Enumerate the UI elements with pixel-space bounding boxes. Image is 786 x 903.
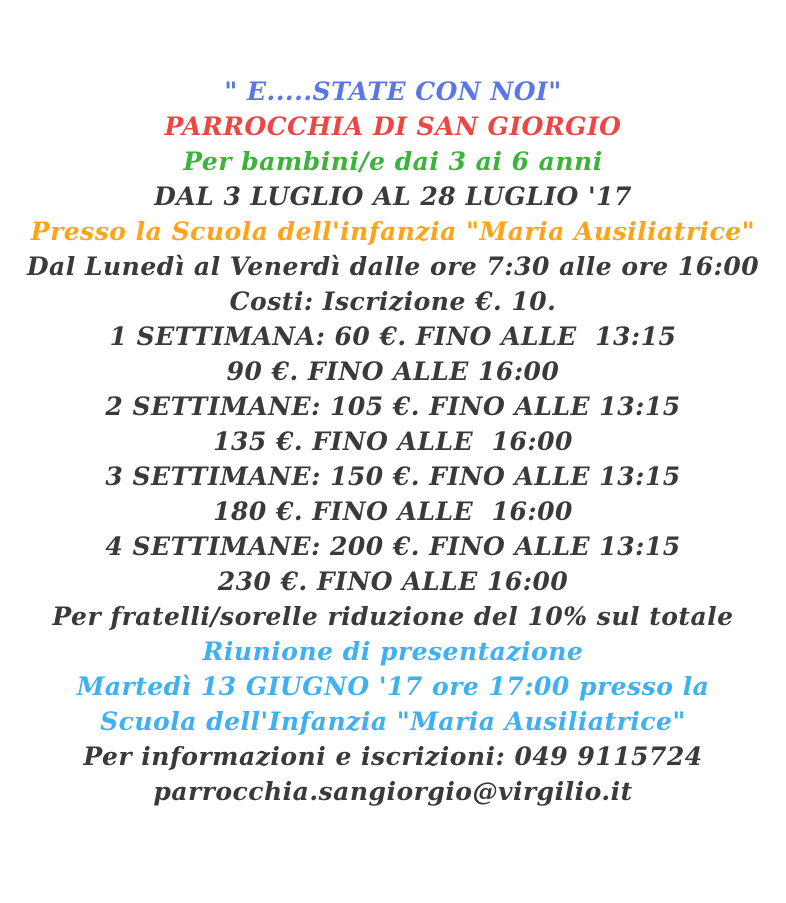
price-week4-early: 4 SETTIMANE: 200 €. FINO ALLE 13:15 [105, 532, 681, 561]
venue: Presso la Scuola dell'infanzia "Maria Ausiliatrice" [30, 217, 756, 246]
price-week2-full: 135 €. FINO ALLE 16:00 [213, 427, 573, 456]
age-range: Per bambini/e dai 3 ai 6 anni [183, 147, 603, 176]
meeting-heading: Riunione di presentazione [202, 637, 584, 666]
price-week3-early: 3 SETTIMANE: 150 €. FINO ALLE 13:15 [105, 462, 681, 491]
weekly-hours: Dal Lunedì al Venerdì dalle ore 7:30 alle ore 16:00 [26, 252, 760, 281]
price-week3-full: 180 €. FINO ALLE 16:00 [213, 497, 573, 526]
meeting-datetime: Martedì 13 GIUGNO '17 ore 17:00 presso la [76, 672, 710, 701]
contact-email: parrocchia.sangiorgio@virgilio.it [153, 777, 633, 806]
flyer-title: " E.....STATE CON NOI" [224, 77, 562, 106]
sibling-discount: Per fratelli/sorelle riduzione del 10% sul totale [52, 602, 734, 631]
price-week1-early: 1 SETTIMANA: 60 €. FINO ALLE 13:15 [109, 322, 677, 351]
parish-name: PARROCCHIA DI SAN GIORGIO [164, 112, 622, 141]
price-week4-full: 230 €. FINO ALLE 16:00 [217, 567, 569, 596]
meeting-venue: Scuola dell'Infanzia "Maria Ausiliatrice" [100, 707, 686, 736]
price-week1-full: 90 €. FINO ALLE 16:00 [226, 357, 560, 386]
date-range: DAL 3 LUGLIO AL 28 LUGLIO '17 [154, 182, 632, 211]
price-week2-early: 2 SETTIMANE: 105 €. FINO ALLE 13:15 [105, 392, 681, 421]
enrollment-cost: Costi: Iscrizione €. 10. [229, 287, 557, 316]
contact-phone: Per informazioni e iscrizioni: 049 9115724 [83, 742, 703, 771]
